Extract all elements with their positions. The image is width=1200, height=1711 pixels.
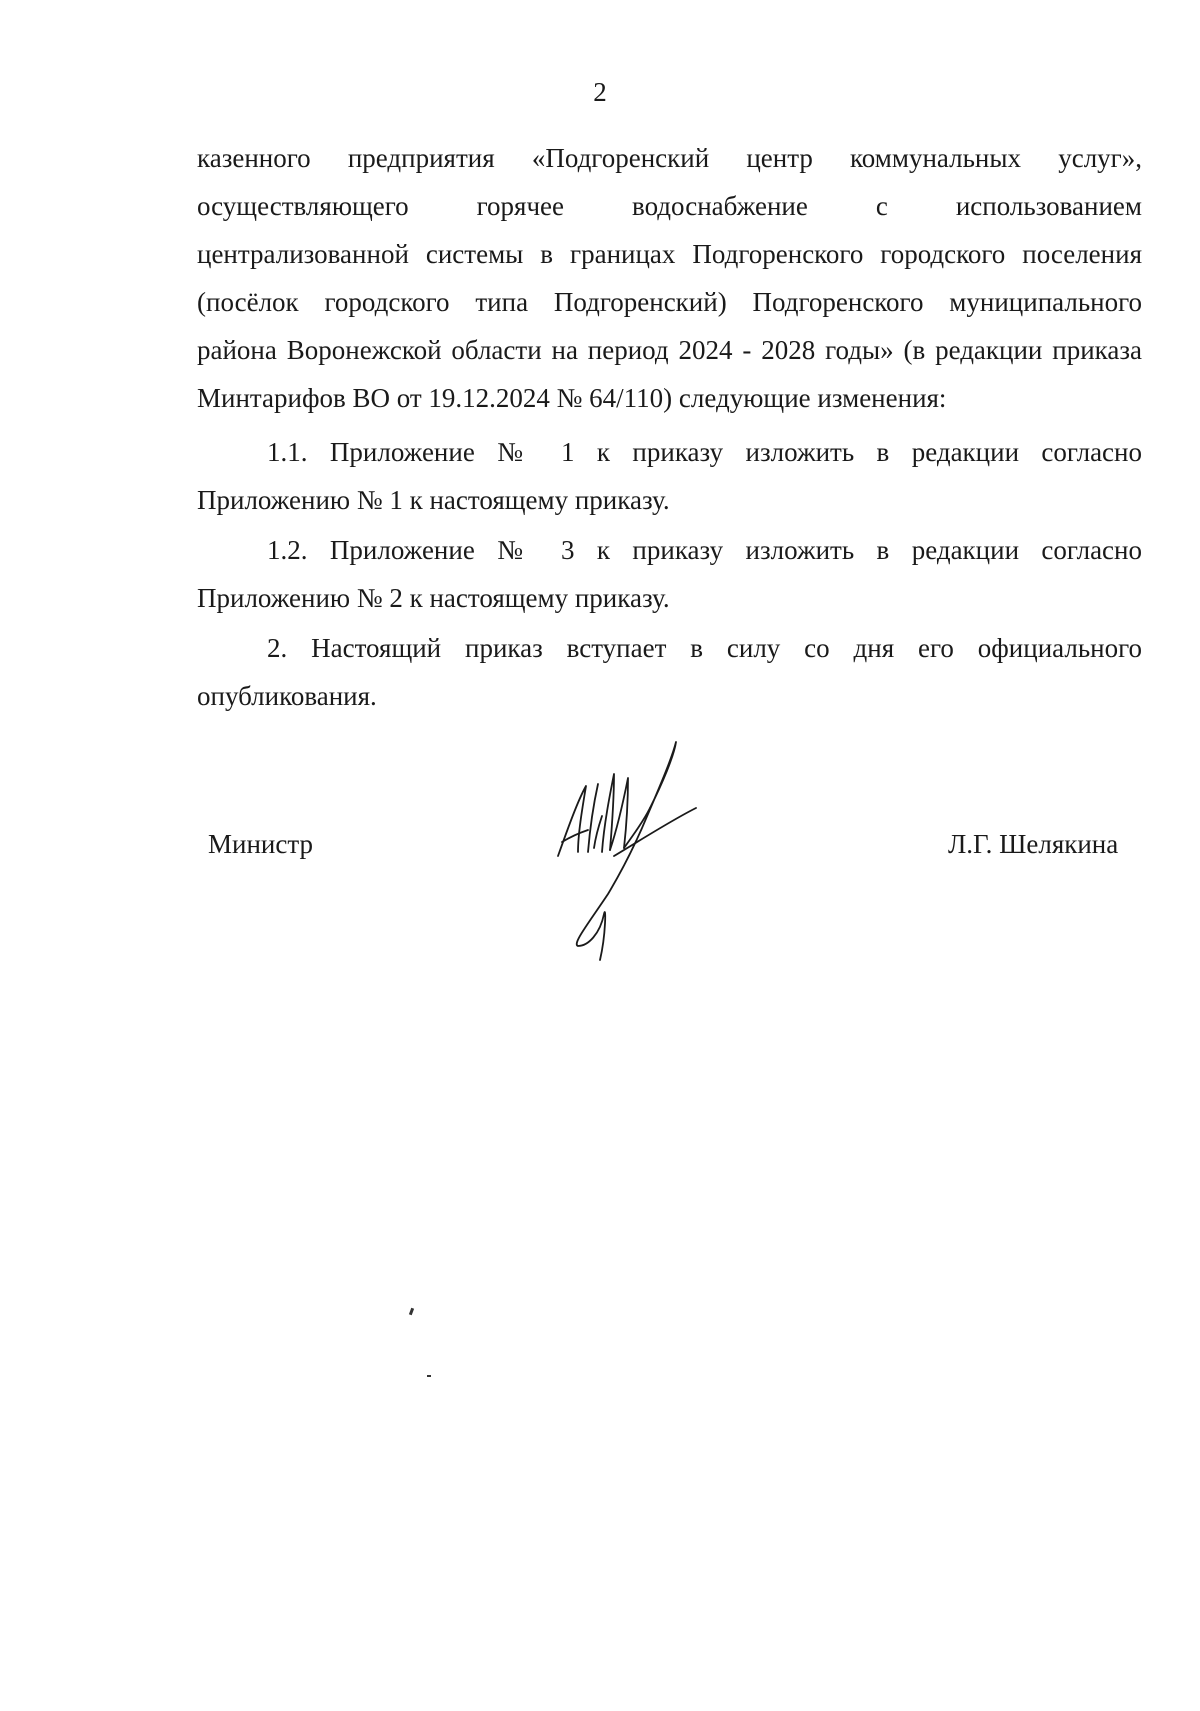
body-line: централизованной системы в границах Подгоренского городского поселения [197, 239, 1142, 269]
body-line: Минтарифов ВО от 19.12.2024 № 64/110) следующие изменения: [197, 383, 947, 413]
scan-speck [427, 1375, 431, 1377]
item-2-line: опубликования. [197, 681, 377, 711]
body-line: района Воронежской области на период 2024 - 2028 годы» (в редакции приказа [197, 335, 1142, 365]
body-line: осуществляющего горячее водоснабжение с использованием [197, 191, 1142, 221]
item-2-line: 2. Настоящий приказ вступает в силу со дня его официального [267, 633, 1142, 663]
item-1-2-line: Приложению № 2 к настоящему приказу. [197, 583, 670, 613]
item-1-2-line: 1.2. Приложение № 3 к приказу изложить в редакции согласно [267, 535, 1142, 565]
page-number: 2 [593, 77, 607, 107]
body-line: (посёлок городского типа Подгоренский) Подгоренского муниципального [197, 287, 1142, 317]
handwritten-signature [548, 738, 708, 968]
body-line: казенного предприятия «Подгоренский центр коммунальных услуг», [197, 143, 1142, 173]
item-1-1-line: Приложению № 1 к настоящему приказу. [197, 485, 670, 515]
signatory-name: Л.Г. Шелякина [948, 829, 1119, 859]
minister-title: Министр [208, 829, 313, 859]
scan-speck [409, 1308, 414, 1316]
item-1-1-line: 1.1. Приложение № 1 к приказу изложить в редакции согласно [267, 437, 1142, 467]
